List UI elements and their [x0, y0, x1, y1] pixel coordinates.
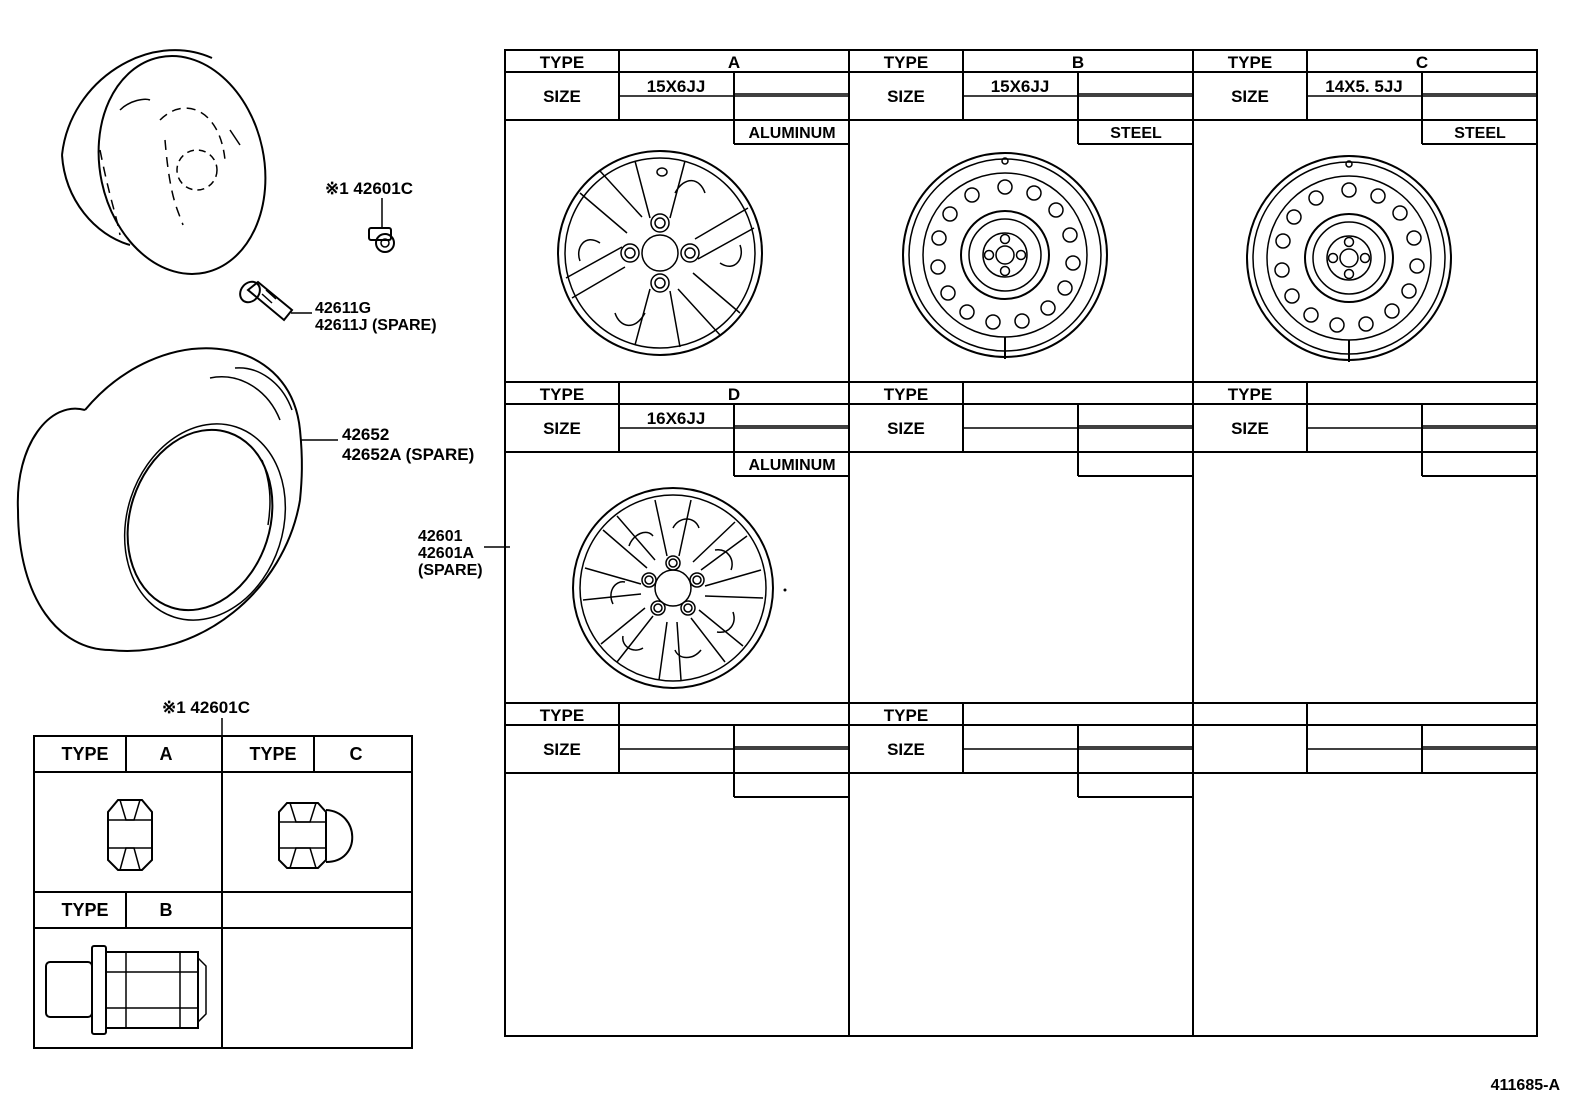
nut-type-label-c: TYPE: [249, 744, 297, 764]
tire-illustration: [18, 348, 338, 651]
wheel-type-label-6: TYPE: [539, 706, 585, 725]
wheel-type-label-5: TYPE: [1227, 385, 1273, 404]
nut-type-a: A: [159, 744, 173, 764]
lug-nut-illustration: [369, 198, 394, 252]
drawing-number: 411685-A: [1490, 1077, 1560, 1094]
wheel-material-a: ALUMINUM: [748, 125, 836, 142]
wheel-type-label-0: TYPE: [539, 53, 585, 72]
nut-type-c-illustration: [279, 803, 352, 868]
nut-type-table: [34, 718, 412, 1048]
wheel-size-b: 15X6JJ: [990, 77, 1050, 96]
wheel-size-label-7: SIZE: [887, 740, 925, 759]
wheel-size-d: 16X6JJ: [646, 409, 706, 428]
nut-type-b: B: [159, 900, 173, 920]
callout-valve-42611g: 42611G: [315, 300, 372, 317]
wheel-material-d: ALUMINUM: [748, 457, 836, 474]
nut-type-label-a: TYPE: [61, 744, 109, 764]
nut-type-label-b: TYPE: [61, 900, 109, 920]
wheel-type-label-7: TYPE: [883, 706, 929, 725]
wheel-type-c-illustration: [1247, 156, 1451, 362]
wheel-size-label-4: SIZE: [887, 419, 925, 438]
wheel-size-c: 14X5. 5JJ: [1325, 77, 1403, 96]
wheel-material-b: STEEL: [1110, 125, 1162, 142]
wheel-type-label-2: TYPE: [1227, 53, 1273, 72]
wheel-type-b: B: [1071, 53, 1085, 72]
callout-wheel-spare: (SPARE): [418, 562, 483, 579]
callout-tire-42652: 42652: [342, 425, 390, 444]
callout-nut-42601c: ※1 42601C: [325, 179, 413, 198]
nut-type-c: C: [349, 744, 363, 764]
callout-tire-42652a: 42652A (SPARE): [342, 445, 475, 464]
callout-wheel-42601a: 42601A: [418, 545, 475, 562]
callout-wheel-42601: 42601: [418, 528, 463, 545]
wheel-size-label-5: SIZE: [1231, 419, 1269, 438]
wheel-size-label-0: SIZE: [543, 87, 581, 106]
wheel-size-label-1: SIZE: [887, 87, 925, 106]
callout-nut-table-42601c: ※1 42601C: [162, 698, 250, 717]
wheel-type-label-1: TYPE: [883, 53, 929, 72]
wheel-type-a-illustration: [558, 151, 762, 355]
wheel-size-a: 15X6JJ: [646, 77, 706, 96]
wheel-type-table: [505, 50, 1537, 1036]
wheel-material-c: STEEL: [1454, 125, 1506, 142]
wheel-size-label-3: SIZE: [543, 419, 581, 438]
nut-type-b-illustration: [46, 946, 206, 1034]
wheel-size-label-6: SIZE: [543, 740, 581, 759]
wheel-type-d: D: [727, 385, 741, 404]
wheel-type-label-4: TYPE: [883, 385, 929, 404]
wheel-type-b-illustration: [903, 153, 1107, 359]
wheel-type-c: C: [1415, 53, 1429, 72]
wheel-size-label-2: SIZE: [1231, 87, 1269, 106]
callout-valve-42611j: 42611J (SPARE): [315, 317, 437, 334]
nut-type-a-illustration: [108, 800, 152, 870]
wheel-type-label-3: TYPE: [539, 385, 585, 404]
wheel-type-d-illustration: [573, 488, 787, 688]
wheel-type-a: A: [727, 53, 741, 72]
valve-stem-illustration: [236, 278, 312, 320]
wheel-side-view-illustration: [62, 40, 285, 289]
